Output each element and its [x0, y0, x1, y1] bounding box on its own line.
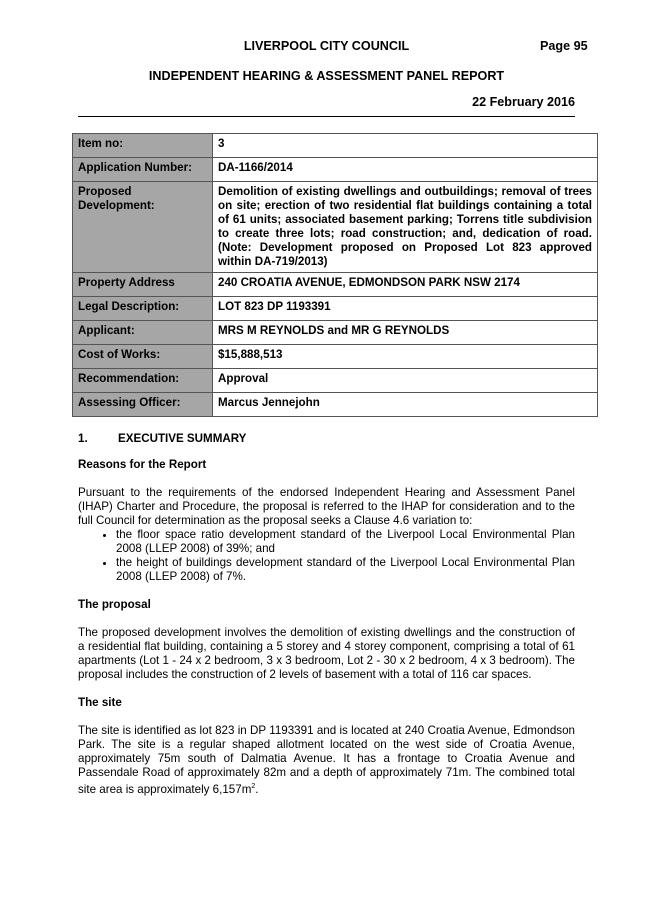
page-number: Page 95 — [540, 39, 588, 53]
site-paragraph — [78, 724, 575, 797]
list-item: • the height of buildings development standard of the Liverpool Local Environmental Plan 2008 (LLEP 2008) of 7%. — [116, 556, 575, 584]
proposal-paragraph: The proposed development involves the demolition of existing dwellings and the construction of a residential flat building, containing a 5 storey and 4 storey component, comprising a total of 61 apartments (Lot 1 - 24 x 2 bedroom, 3 x 3 bedroom, Lot 2 - 30 x 2 bedroom, 4 x 3 bedroom). The proposal includes the construction of 2 levels of basement with a total of 116 car spaces. — [78, 626, 575, 681]
reasons-bullet-list — [78, 528, 575, 584]
report-body — [78, 432, 575, 797]
proposal-heading: The proposal — [78, 598, 151, 611]
table-row — [73, 369, 598, 393]
proposed-development-value: Demolition of existing dwellings and outbuildings; removal of trees on site; erection of two residential flat buildings containing a total of 61 units; associated basement parking; Torrens title subdivision to create three lots; road construction; and, dedication of road. (Note: Development proposed on Proposed Lot 823 approved within DA-719/2013) — [213, 182, 598, 273]
report-date: 22 February 2016 — [472, 95, 575, 109]
table-row — [73, 393, 598, 417]
site-text-end: . — [255, 782, 259, 796]
item-no-value: 3 — [213, 134, 598, 158]
table-row — [73, 182, 598, 273]
section-heading — [78, 432, 575, 446]
application-info-table — [72, 133, 598, 417]
table-row — [73, 273, 598, 297]
assessing-officer-value: Marcus Jennejohn — [213, 393, 598, 417]
application-number-label: Application Number: — [73, 158, 213, 182]
item-no-label: Item no: — [73, 134, 213, 158]
list-item: • the floor space ratio development standard of the Liverpool Local Environmental Plan 2008 (LLEP 2008) of 39%; and — [116, 528, 575, 556]
property-address-value: 240 CROATIA AVENUE, EDMONDSON PARK NSW 2174 — [213, 273, 598, 297]
reasons-heading: Reasons for the Report — [78, 458, 207, 471]
reasons-paragraph: Pursuant to the requirements of the endorsed Independent Hearing and Assessment Panel (IHAP) Charter and Procedure, the proposal is referred to the IHAP for consideration and to the full Council for determination as the proposal seeks a Clause 4.6 variation to: — [78, 486, 575, 527]
recommendation-label: Recommendation: — [73, 369, 213, 393]
site-heading: The site — [78, 696, 122, 709]
table-row — [73, 134, 598, 158]
table-row — [73, 158, 598, 182]
header-rule — [78, 116, 575, 117]
header-council: LIVERPOOL CITY COUNCIL — [243, 39, 410, 53]
cost-of-works-label: Cost of Works: — [73, 345, 213, 369]
property-address-label: Property Address — [73, 273, 213, 297]
table-row — [73, 345, 598, 369]
recommendation-value: Approval — [213, 369, 598, 393]
site-text: The site is identified as lot 823 in DP 1193391 and is located at 240 Croatia Avenue, Edmondson Park. The site is a regular shaped allotment located on the west side of Croatia Avenue, approximately 75m south of Dalmatia Avenue. It has a frontage to Croatia Avenue and Passendale Road of approximately 82m and a depth of approximately 71m. The combined total site area is approximately 6,157m — [78, 724, 575, 796]
legal-description-label: Legal Description: — [73, 297, 213, 321]
applicant-value: MRS M REYNOLDS and MR G REYNOLDS — [213, 321, 598, 345]
cost-of-works-value: $15,888,513 — [213, 345, 598, 369]
site-area-superscript: 2 — [251, 783, 256, 790]
report-title: INDEPENDENT HEARING & ASSESSMENT PANEL REPORT — [148, 69, 505, 83]
table-row — [73, 297, 598, 321]
application-number-value: DA-1166/2014 — [213, 158, 598, 182]
table-row — [73, 321, 598, 345]
applicant-label: Applicant: — [73, 321, 213, 345]
assessing-officer-label: Assessing Officer: — [73, 393, 213, 417]
legal-description-value: LOT 823 DP 1193391 — [213, 297, 598, 321]
section-title: EXECUTIVE SUMMARY — [118, 432, 247, 445]
proposed-development-label: Proposed Development: — [73, 182, 213, 273]
section-number: 1. — [78, 432, 88, 445]
